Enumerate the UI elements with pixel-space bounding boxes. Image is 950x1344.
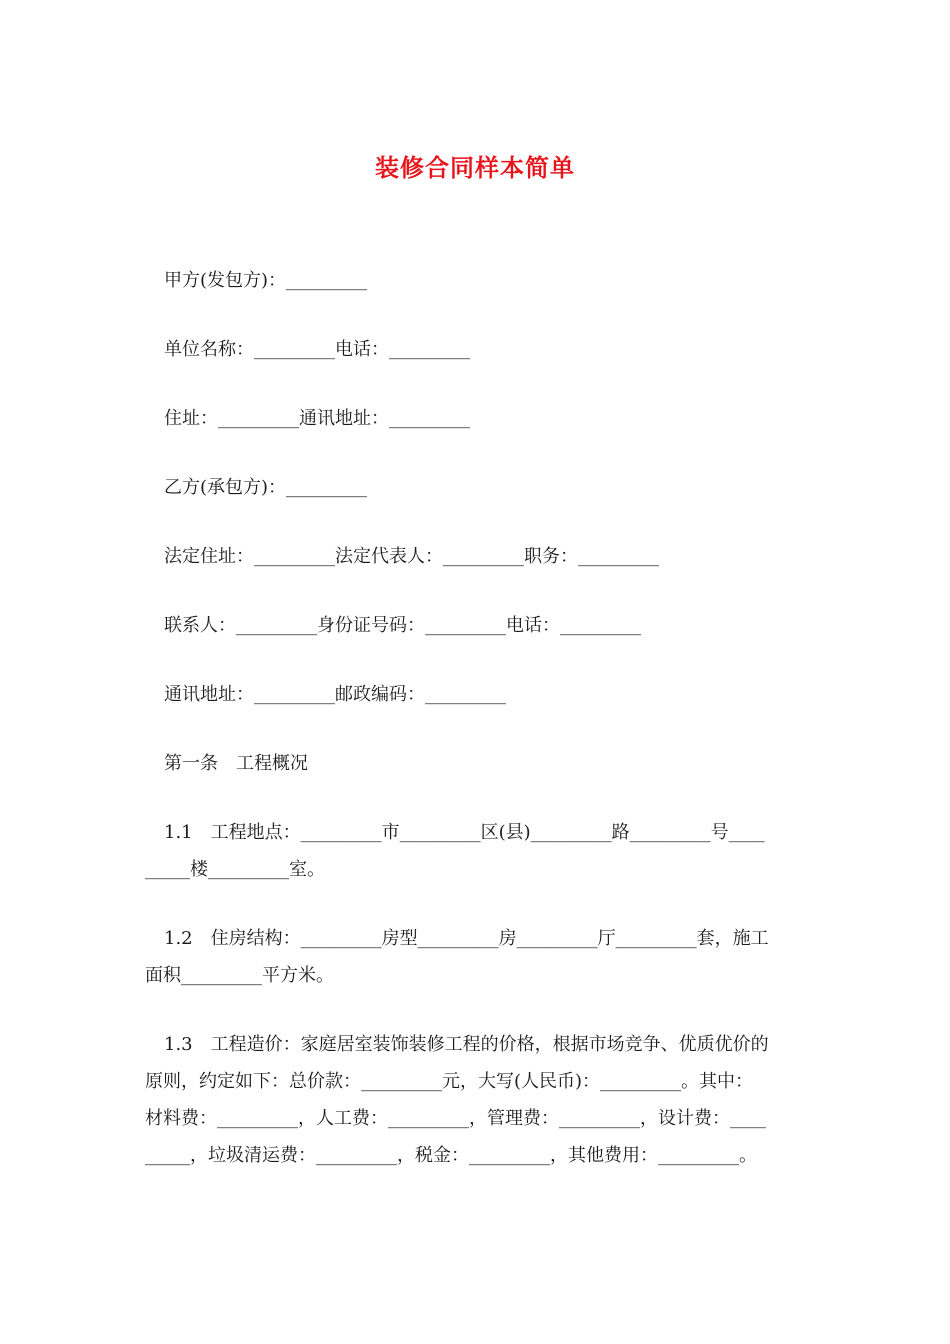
legal-text: 法定住址：_________法定代表人：_________职务：_________ [164,546,659,567]
document-title: 装修合同样本简单 [375,153,575,182]
postal-text: 通讯地址：_________邮政编码：_________ [164,684,506,705]
section-1-2-line-1: 1.2 住房结构：_________房型_________房_________厅_________套，施工 [164,928,769,949]
postal-line [145,676,805,713]
section-1-3-line-2: 原则，约定如下：总价款：_________元，大写(人民币)：_________。其中： [145,1071,754,1092]
section-1-3 [145,1026,805,1174]
section-1-3-line-1: 1.3 工程造价：家庭居室装饰装修工程的价格，根据市场竞争、优质优价的 [164,1034,769,1055]
section-1-1 [145,814,805,888]
section-1-1-line-1: 1.1 工程地点：_________市_________区(县)_________路_________号____ [164,822,765,843]
legal-line [145,538,805,575]
party-a-text: 甲方(发包方)：_________ [164,270,368,291]
section-1-1-line-2: _____楼_________室。 [145,859,325,880]
unit-name-text: 单位名称：_________电话：_________ [164,339,470,360]
party-b-text: 乙方(承包方)：_________ [164,477,368,498]
section-1-2-line-2: 面积_________平方米。 [145,965,334,986]
article-one-heading [145,745,805,782]
contact-line [145,607,805,644]
section-1-3-line-4: _____，垃圾清运费：_________，税金：_________，其他费用：_________。 [145,1145,757,1166]
address-text: 住址：_________通讯地址：_________ [164,408,470,429]
section-1-3-line-3: 材料费：_________，人工费：_________，管理费：_________，设计费：____ [145,1108,766,1129]
unit-name-line [145,331,805,368]
contact-text: 联系人：_________身份证号码：_________电话：_________ [164,615,641,636]
article-one-text: 第一条 工程概况 [164,753,308,774]
party-a-line [145,262,805,299]
section-1-2 [145,920,805,994]
address-line [145,400,805,437]
party-b-line [145,469,805,506]
